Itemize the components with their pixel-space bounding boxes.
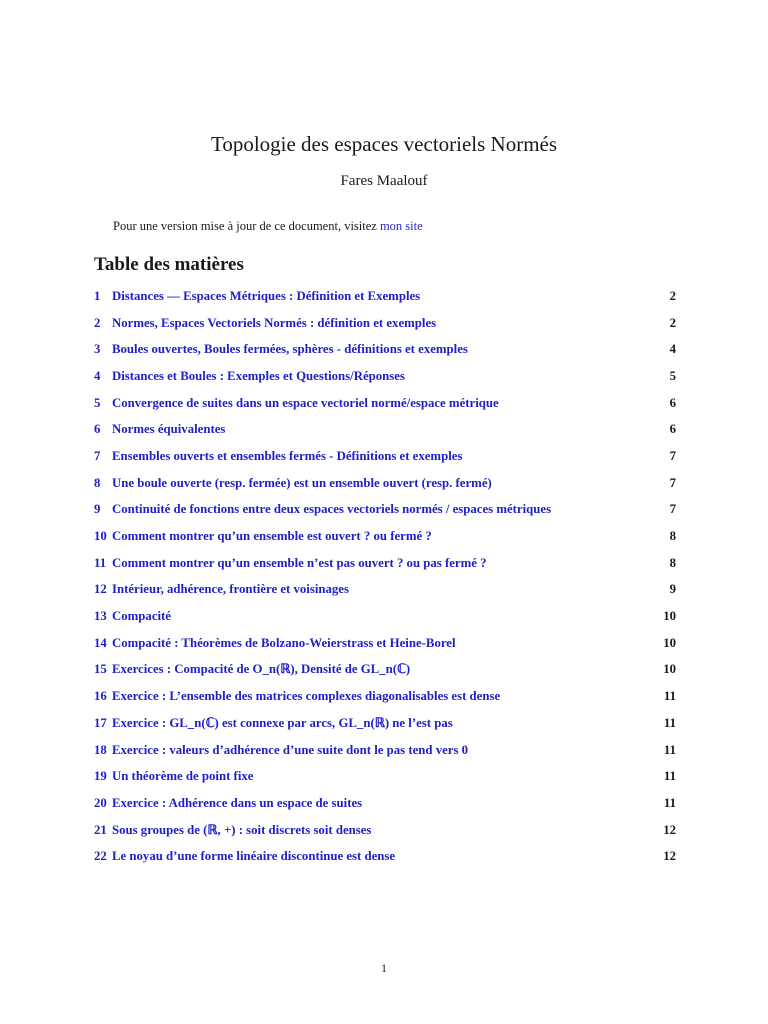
toc-entry-page: 8 <box>669 555 676 570</box>
toc-entry-page: 11 <box>663 769 676 784</box>
toc-entry[interactable] <box>94 416 676 443</box>
toc-entry[interactable] <box>94 577 676 604</box>
site-link[interactable]: mon site <box>379 219 423 233</box>
toc-entry-page: 6 <box>669 422 676 437</box>
toc-entry-number: 13 <box>94 609 107 624</box>
toc-entry-title: Ensembles ouverts et ensembles fermés - Définitions et exemples <box>112 448 463 463</box>
document-title: Topologie des espaces vectoriels Normés <box>210 132 558 156</box>
toc-entry-page: 10 <box>663 662 676 677</box>
toc-entry-title: Normes équivalentes <box>112 422 226 437</box>
toc-entry-title: Distances — Espaces Métriques : Définition et Exemples <box>112 288 421 303</box>
toc-entry[interactable] <box>94 737 676 764</box>
toc-entry-number: 21 <box>94 822 107 837</box>
toc-entry[interactable] <box>94 283 676 310</box>
toc-entry-page: 4 <box>669 342 676 357</box>
toc-entry-title: Comment montrer qu’un ensemble est ouvert ? ou fermé ? <box>112 529 432 544</box>
toc-entry[interactable] <box>94 683 676 710</box>
toc-entry-title: Compacité : Théorèmes de Bolzano-Weierstrass et Heine-Borel <box>112 635 456 650</box>
toc-entry-page: 5 <box>669 368 676 383</box>
toc-entry-title: Exercice : GL_n(ℂ) est connexe par arcs, GL_n(ℝ) ne l’est pas <box>112 715 453 730</box>
toc-entry[interactable] <box>94 390 676 417</box>
toc-entry-page: 11 <box>663 742 676 757</box>
toc-entry-page: 11 <box>663 795 676 810</box>
toc-entry-page: 11 <box>663 715 676 730</box>
toc-entry-title: Exercices : Compacité de O_n(ℝ), Densité de GL_n(ℂ) <box>112 662 411 677</box>
toc-entry[interactable] <box>94 336 676 363</box>
toc-entry-title: Comment montrer qu’un ensemble n’est pas ouvert ? ou pas fermé ? <box>112 555 487 570</box>
toc-entry-title: Sous groupes de (ℝ, +) : soit discrets soit denses <box>112 822 372 837</box>
toc-entry-number: 14 <box>94 635 107 650</box>
toc-entry-number: 8 <box>94 475 101 490</box>
update-notice-text: Pour une version mise à jour de ce document, visitez <box>113 219 380 233</box>
toc-heading: Table des matières <box>94 254 244 275</box>
toc-entry[interactable] <box>94 310 676 337</box>
toc-entry[interactable] <box>94 470 676 497</box>
table-of-contents <box>94 283 676 870</box>
toc-entry-number: 22 <box>94 849 107 864</box>
toc-entry[interactable] <box>94 630 676 657</box>
toc-entry-title: Normes, Espaces Vectoriels Normés : définition et exemples <box>112 315 437 330</box>
toc-entry-number: 1 <box>94 288 101 303</box>
toc-entry[interactable] <box>94 843 676 870</box>
toc-entry-number: 4 <box>94 368 101 383</box>
toc-entry-title: Intérieur, adhérence, frontière et voisinages <box>112 582 349 597</box>
toc-entry-page: 6 <box>669 395 676 410</box>
toc-entry[interactable] <box>94 603 676 630</box>
page-number: 1 <box>381 961 387 975</box>
toc-entry[interactable] <box>94 657 676 684</box>
toc-entry-title: Un théorème de point fixe <box>112 769 254 784</box>
toc-entry-number: 6 <box>94 422 101 437</box>
toc-entry-page: 7 <box>669 475 676 490</box>
toc-entry-number: 9 <box>94 502 101 517</box>
toc-entry-page: 2 <box>669 288 676 303</box>
toc-entry-title: Le noyau d’une forme linéaire discontinue est dense <box>112 849 396 864</box>
toc-entry[interactable] <box>94 710 676 737</box>
toc-entry-number: 15 <box>94 662 107 677</box>
toc-entry-title: Exercice : valeurs d’adhérence d’une suite dont le pas tend vers 0 <box>112 742 469 757</box>
toc-entry-title: Distances et Boules : Exemples et Questions/Réponses <box>112 368 405 383</box>
toc-entry-title: Continuité de fonctions entre deux espaces vectoriels normés / espaces métriques <box>112 502 552 517</box>
toc-entry[interactable] <box>94 363 676 390</box>
toc-entry-number: 3 <box>94 342 101 357</box>
toc-entry-number: 5 <box>94 395 101 410</box>
toc-entry-title: Boules ouvertes, Boules fermées, sphères - définitions et exemples <box>112 342 468 357</box>
toc-entry-page: 12 <box>663 849 676 864</box>
toc-entry[interactable] <box>94 497 676 524</box>
toc-entry-page: 2 <box>669 315 676 330</box>
toc-entry-number: 18 <box>94 742 107 757</box>
toc-entry-number: 7 <box>94 448 101 463</box>
toc-entry-title: Compacité <box>112 609 171 624</box>
toc-entry[interactable] <box>94 523 676 550</box>
toc-entry-page: 8 <box>669 529 676 544</box>
toc-entry-page: 10 <box>663 635 676 650</box>
toc-entry-page: 11 <box>663 689 676 704</box>
toc-entry-title: Convergence de suites dans un espace vectoriel normé/espace métrique <box>112 395 499 410</box>
toc-entry-number: 19 <box>94 769 107 784</box>
toc-entry-title: Exercice : L’ensemble des matrices complexes diagonalisables est dense <box>112 689 501 704</box>
toc-entry[interactable] <box>94 763 676 790</box>
toc-entry-number: 11 <box>94 555 107 570</box>
update-notice <box>113 217 423 235</box>
toc-entry-number: 2 <box>94 315 101 330</box>
toc-entry[interactable] <box>94 817 676 844</box>
document-author: Fares Maalouf <box>340 173 428 189</box>
toc-entry[interactable] <box>94 443 676 470</box>
toc-entry-page: 7 <box>669 502 676 517</box>
toc-entry-number: 10 <box>94 529 107 544</box>
toc-entry-title: Exercice : Adhérence dans un espace de suites <box>112 795 363 810</box>
toc-entry[interactable] <box>94 790 676 817</box>
toc-entry-page: 9 <box>669 582 676 597</box>
toc-entry-number: 20 <box>94 795 107 810</box>
toc-entry-number: 16 <box>94 689 107 704</box>
toc-entry[interactable] <box>94 550 676 577</box>
toc-entry-page: 7 <box>669 448 676 463</box>
toc-entry-number: 17 <box>94 715 107 730</box>
toc-entry-page: 12 <box>663 822 676 837</box>
toc-entry-page: 10 <box>663 609 676 624</box>
toc-entry-number: 12 <box>94 582 107 597</box>
toc-entry-title: Une boule ouverte (resp. fermée) est un ensemble ouvert (resp. fermé) <box>112 475 492 490</box>
